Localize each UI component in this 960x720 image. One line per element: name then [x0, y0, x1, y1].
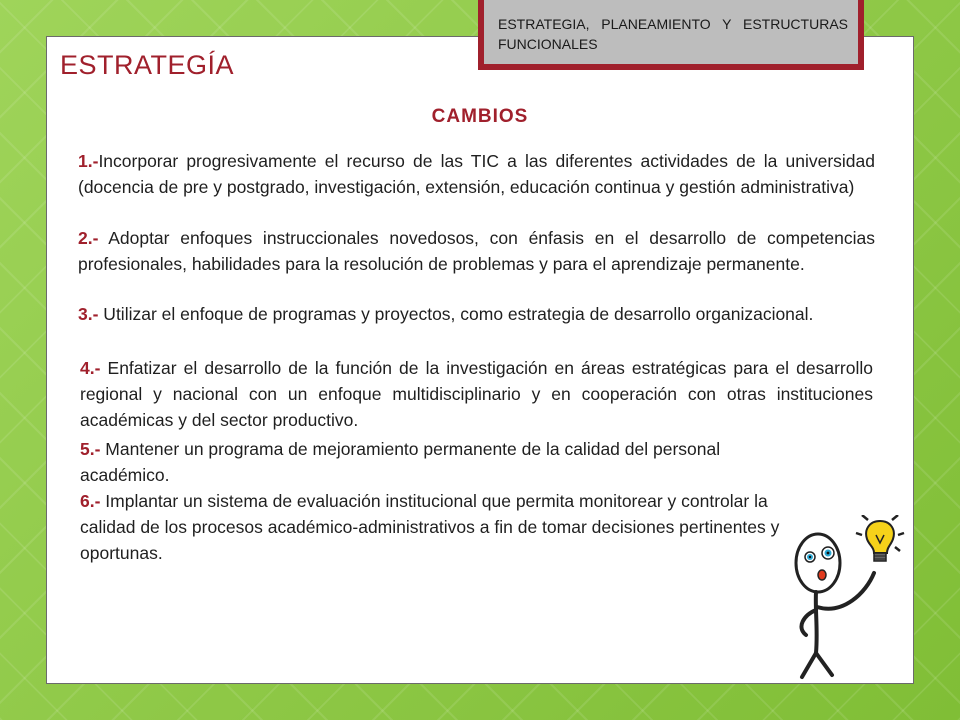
list-item [80, 355, 873, 433]
item-text: Utilizar el enfoque de programas y proyectos, como estrategia de desarrollo organizacional. [98, 304, 814, 324]
list-item [78, 301, 875, 327]
section-tag [478, 0, 864, 70]
page-title: ESTRATEGÍA [60, 50, 235, 80]
item-text: Mantener un programa de mejoramiento permanente de la calidad del personal académico. [80, 439, 721, 485]
item-number: 5.- [80, 439, 101, 459]
item-text: Adoptar enfoques instruccionales novedosos, con énfasis en el desarrollo de competencias profesionales, habilidades para la resolución de problemas y para el aprendizaje permanente. [78, 228, 875, 274]
list-item [78, 148, 875, 200]
item-text: Incorporar progresivamente el recurso de las TIC a las diferentes actividades de la universidad (docencia de pre y postgrado, investigación, extensión, educación continua y gestión administrativa) [78, 151, 875, 197]
section-tag-text: ESTRATEGIA, PLANEAMIENTO Y ESTRUCTURAS FUNCIONALES [484, 0, 858, 64]
item-number: 3.- [78, 304, 99, 324]
item-number: 4.- [80, 358, 101, 378]
item-number: 2.- [78, 228, 99, 248]
item-text: Implantar un sistema de evaluación institucional que permita monitorear y controlar la calidad de los procesos académico-administrativos a fin de tomar decisiones pertinentes y oportunas. [80, 491, 780, 563]
stick-figure-lightbulb-icon [788, 515, 918, 685]
section-subtitle: CAMBIOS [431, 106, 529, 127]
item-number: 6.- [80, 491, 101, 511]
item-number: 1.- [78, 151, 99, 171]
list-item [80, 436, 800, 488]
list-item [78, 225, 875, 277]
item-text: Enfatizar el desarrollo de la función de la investigación en áreas estratégicas para el desarrollo regional y nacional con un enfoque multidisciplinario y en cooperación con otras instituciones académicas y del sector productivo. [80, 358, 873, 430]
list-item [80, 488, 820, 566]
